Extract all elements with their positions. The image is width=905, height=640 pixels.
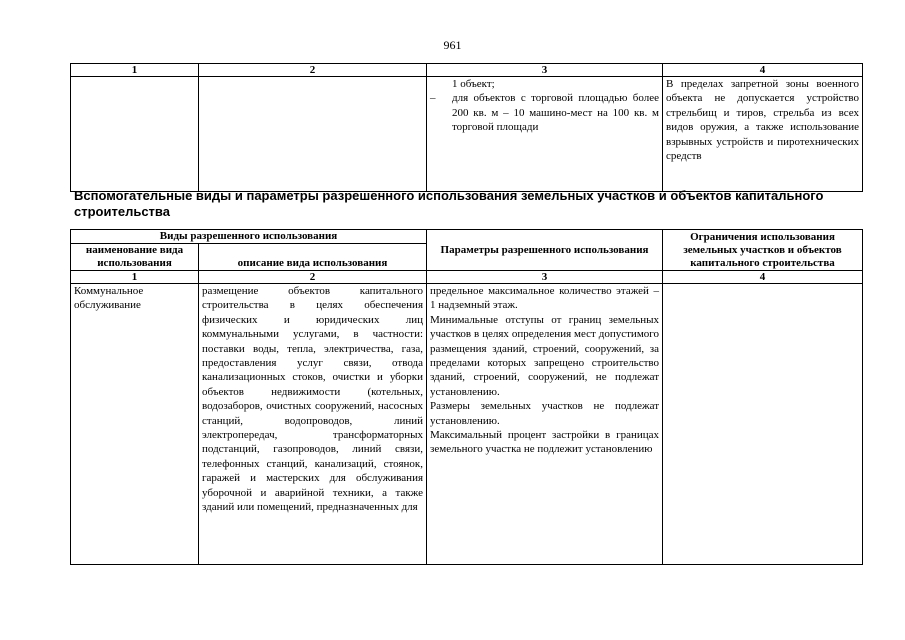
continuation-table bbox=[70, 63, 863, 192]
parking-norms-cell bbox=[427, 77, 663, 192]
param-paragraph: Минимальные отступы от границ земельных участков в целях определения мест допустимого размещения зданий, строений, сооружений, за пределами которых запрещено строительство зданий, строений, сооружений, не подлежат установлению. bbox=[430, 313, 660, 398]
column-number: 1 bbox=[71, 271, 199, 284]
column-number: 4 bbox=[663, 271, 863, 284]
table-row bbox=[71, 77, 863, 192]
param-paragraph: предельное максимальное количество этажей – 1 надземный этаж. bbox=[430, 285, 660, 312]
dash-marker: – bbox=[430, 92, 436, 105]
column-number-row bbox=[71, 64, 863, 77]
section-heading: Вспомогательные виды и параметры разрешенного использования земельных участков и объектов капитального строительства bbox=[74, 188, 824, 219]
header-name: наименование вида использования bbox=[71, 244, 199, 271]
page-number: 961 bbox=[443, 38, 462, 52]
header-desc: описание вида использования bbox=[199, 244, 427, 271]
column-number: 3 bbox=[427, 64, 663, 77]
param-paragraph: Размеры земельных участков не подлежат установлению. bbox=[430, 400, 660, 427]
permitted-use-table bbox=[70, 229, 863, 565]
column-number: 1 bbox=[71, 64, 199, 77]
column-number: 3 bbox=[427, 271, 663, 284]
restriction-cell: В пределах запретной зоны военного объекта не допускается устройство стрельбищ и тиров, стрельба из всех видов оружия, а также использование взрывных устройств и пиротехнических средств bbox=[663, 77, 863, 192]
table-cell bbox=[71, 77, 199, 192]
header-params: Параметры разрешенного использования bbox=[427, 230, 663, 271]
column-number-row bbox=[71, 271, 863, 284]
use-limits-cell bbox=[663, 284, 863, 565]
header-row bbox=[71, 230, 863, 244]
param-paragraph: Максимальный процент застройки в границах земельного участка не подлежит установлению bbox=[430, 429, 660, 456]
column-number: 4 bbox=[663, 64, 863, 77]
list-item: 1 объект; bbox=[452, 78, 495, 90]
column-number: 2 bbox=[199, 64, 427, 77]
use-description-cell: размещение объектов капитального строительства в целях обеспечения физических и юридических лиц коммунальными услугами, в частности: поставки воды, тепла, электричества, газа, предоставления услуг связи, отвода канализационных стоков, очистки и уборки объектов недвижимости (котельных, водозаборов, очистных сооружений, насосных станций, водопроводов, линий электропередач, трансформаторных подстанций, газопроводов, линий связи, телефонных станций, канализаций, стоянок, гаражей и мастерских для обслуживания уборочной и аварийной техники, а также зданий или помещений, предназначенных для bbox=[199, 284, 427, 565]
table-cell bbox=[199, 77, 427, 192]
list-item-text: для объектов с торговой площадью более 200 кв. м – 10 машино-мест на 100 кв. м торговой площади bbox=[452, 92, 659, 134]
use-name-cell: Коммунальное обслуживание bbox=[71, 284, 199, 565]
header-group: Виды разрешенного использования bbox=[71, 230, 427, 244]
use-params-cell bbox=[427, 284, 663, 565]
table-row bbox=[71, 284, 863, 565]
list-item bbox=[430, 91, 659, 134]
header-limits: Ограничения использования земельных участков и объектов капитального строительства bbox=[663, 230, 863, 271]
column-number: 2 bbox=[199, 271, 427, 284]
